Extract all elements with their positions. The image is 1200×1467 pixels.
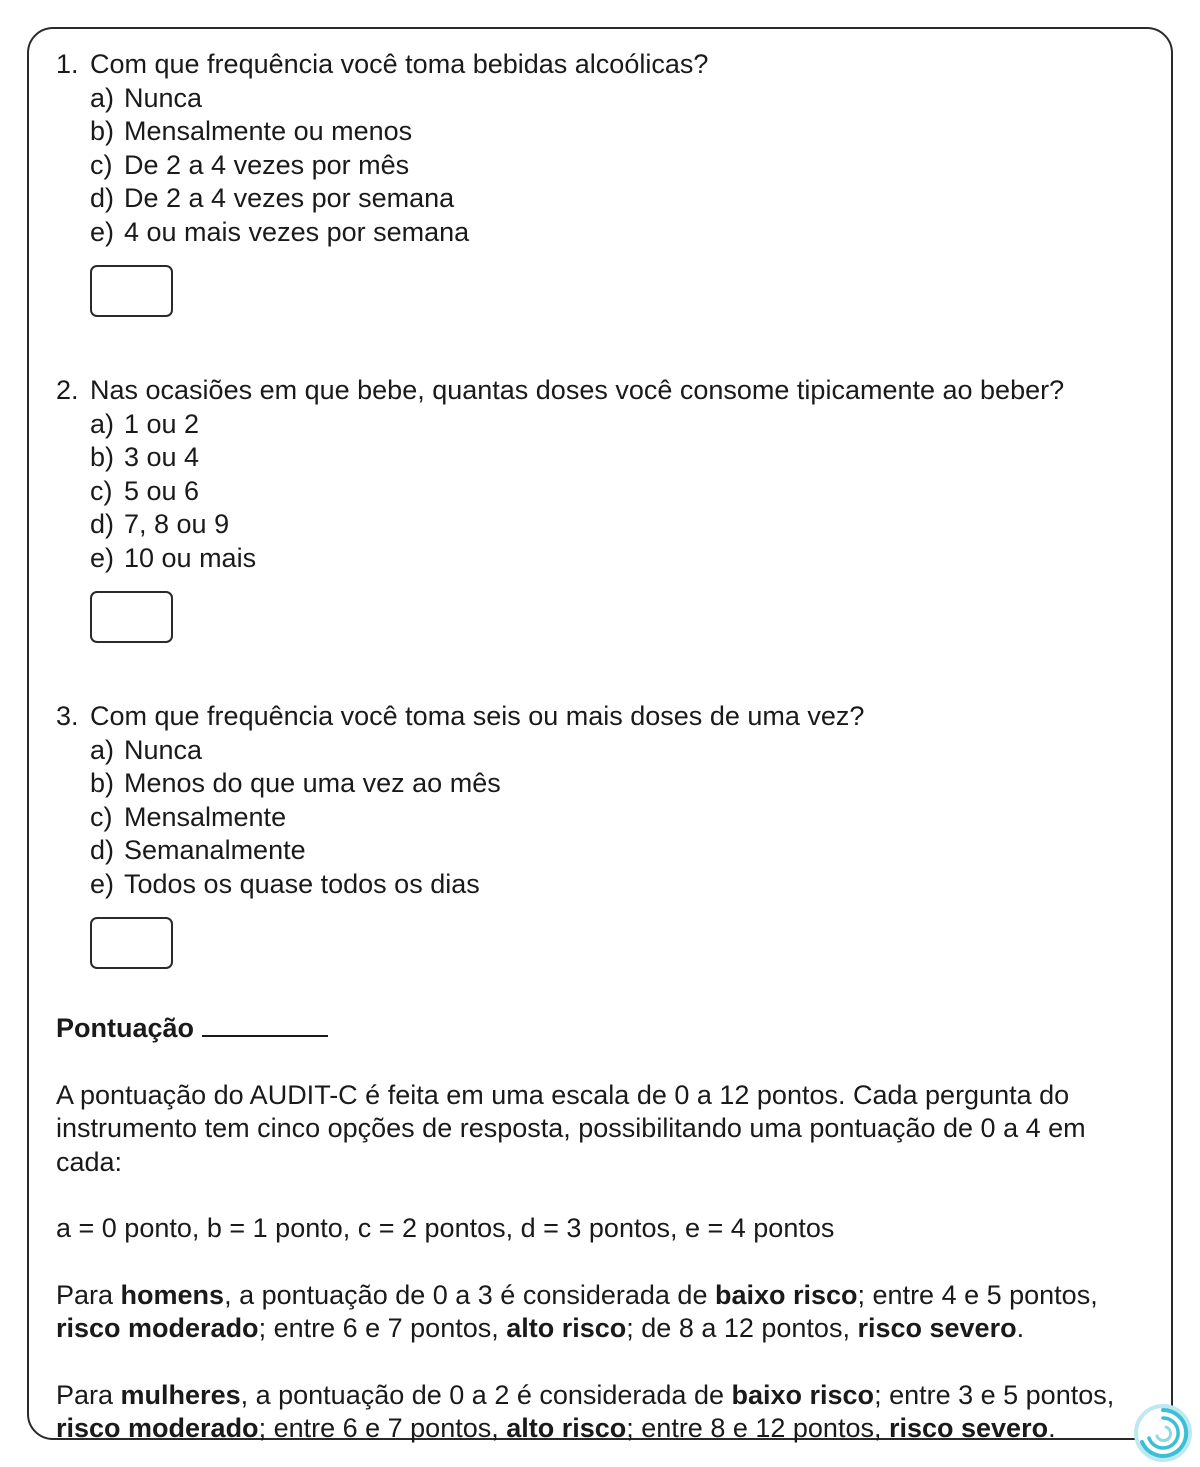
score-line — [56, 1011, 1156, 1046]
women-text-6: . — [1048, 1413, 1056, 1443]
women-text-5: ; entre 8 e 12 pontos, — [626, 1413, 889, 1443]
women-bold-4: alto risco — [506, 1413, 627, 1443]
option-text: De 2 a 4 vezes por mês — [124, 149, 410, 180]
question-3 — [56, 700, 1156, 969]
option-e — [56, 216, 1156, 250]
option-a — [56, 734, 1156, 768]
answer-box-2[interactable] — [90, 591, 173, 643]
scoring-intro: A pontuação do AUDIT-C é feita em uma escala de 0 a 12 pontos. Cada pergunta do instrumento tem cinco opções de resposta, possibilitando uma pontuação de 0 a 4 em cada: — [56, 1079, 1086, 1177]
option-d — [56, 508, 1156, 542]
option-letter: a) — [90, 734, 115, 765]
option-text: Nunca — [124, 734, 203, 765]
score-blank-field[interactable] — [202, 1011, 328, 1037]
option-text: 7, 8 ou 9 — [124, 509, 230, 539]
option-letter: c) — [90, 475, 113, 506]
option-text: De 2 a 4 vezes por semana — [124, 183, 455, 213]
option-letter: c) — [90, 149, 113, 180]
option-text: Nunca — [124, 82, 203, 113]
women-bold-2: baixo risco — [731, 1379, 875, 1410]
option-letter: e) — [90, 868, 115, 899]
option-letter: d) — [90, 183, 115, 213]
option-letter: e) — [90, 216, 115, 247]
option-b — [56, 441, 1156, 475]
option-text: Mensalmente ou menos — [124, 116, 413, 146]
question-number: 3. — [56, 701, 79, 731]
option-d — [56, 834, 1156, 868]
option-text: 3 ou 4 — [124, 442, 200, 472]
men-text-1: Para — [56, 1279, 121, 1310]
answer-box-3[interactable] — [90, 917, 173, 969]
men-text-2: , a pontuação de 0 a 3 é considerada de — [224, 1279, 715, 1310]
women-text-1: Para — [56, 1379, 121, 1410]
men-bold-1: homens — [120, 1279, 225, 1310]
women-bold-5: risco severo — [888, 1413, 1049, 1443]
men-bold-3: risco moderado — [56, 1313, 259, 1343]
question-text: Nas ocasiões em que bebe, quantas doses você consome tipicamente ao beber? — [90, 375, 1065, 405]
women-text-3: ; entre 3 e 5 pontos, — [874, 1379, 1115, 1410]
scoring-women — [56, 1379, 1156, 1446]
option-a — [56, 82, 1156, 116]
question-2 — [56, 374, 1156, 643]
option-text: Mensalmente — [124, 801, 287, 832]
option-a — [56, 408, 1156, 442]
question-2-heading — [56, 374, 1156, 408]
option-letter: e) — [90, 542, 115, 573]
option-text: 1 ou 2 — [124, 408, 200, 439]
scoring-men — [56, 1279, 1156, 1346]
women-text-4: ; entre 6 e 7 pontos, — [258, 1413, 507, 1443]
men-text-3: ; entre 4 e 5 pontos, — [857, 1279, 1098, 1310]
option-letter: b) — [90, 116, 115, 146]
men-bold-2: baixo risco — [714, 1279, 858, 1310]
questionnaire-content — [56, 48, 1156, 1446]
men-text-6: . — [1016, 1313, 1025, 1343]
option-letter: a) — [90, 82, 115, 113]
question-text: Com que frequência você toma bebidas alcoólicas? — [90, 49, 709, 79]
option-d — [56, 182, 1156, 216]
question-1-heading — [56, 48, 1156, 82]
option-e — [56, 542, 1156, 576]
option-text: 10 ou mais — [124, 542, 257, 573]
women-text-2: , a pontuação de 0 a 2 é considerada de — [240, 1379, 732, 1410]
option-text: Menos do que uma vez ao mês — [124, 768, 501, 798]
brand-logo-icon — [1132, 1402, 1194, 1464]
option-letter: d) — [90, 509, 115, 539]
option-letter: b) — [90, 768, 115, 798]
option-text: Semanalmente — [124, 835, 306, 865]
answer-box-1[interactable] — [90, 265, 173, 317]
men-bold-5: risco severo — [857, 1313, 1017, 1343]
option-text: Todos os quase todos os dias — [124, 868, 480, 899]
option-b — [56, 767, 1156, 801]
question-1 — [56, 48, 1156, 317]
option-e — [56, 868, 1156, 902]
option-c — [56, 149, 1156, 183]
men-text-4: ; entre 6 e 7 pontos, — [258, 1313, 507, 1343]
women-bold-1: mulheres — [120, 1379, 241, 1410]
score-label: Pontuação — [56, 1013, 195, 1043]
option-c — [56, 475, 1156, 509]
option-b — [56, 115, 1156, 149]
option-letter: d) — [90, 835, 115, 865]
men-bold-4: alto risco — [506, 1313, 627, 1343]
question-number: 1. — [56, 49, 79, 79]
question-3-heading — [56, 700, 1156, 734]
option-letter: b) — [90, 442, 115, 472]
option-text: 4 ou mais vezes por semana — [124, 216, 470, 247]
option-letter: c) — [90, 801, 113, 832]
scoring-scale: a = 0 ponto, b = 1 ponto, c = 2 pontos, d = 3 pontos, e = 4 pontos — [56, 1213, 835, 1243]
women-bold-3: risco moderado — [56, 1413, 259, 1443]
option-text: 5 ou 6 — [124, 475, 200, 506]
option-c — [56, 801, 1156, 835]
men-text-5: ; de 8 a 12 pontos, — [626, 1313, 858, 1343]
question-text: Com que frequência você toma seis ou mais doses de uma vez? — [90, 701, 865, 731]
option-letter: a) — [90, 408, 115, 439]
question-number: 2. — [56, 375, 79, 405]
